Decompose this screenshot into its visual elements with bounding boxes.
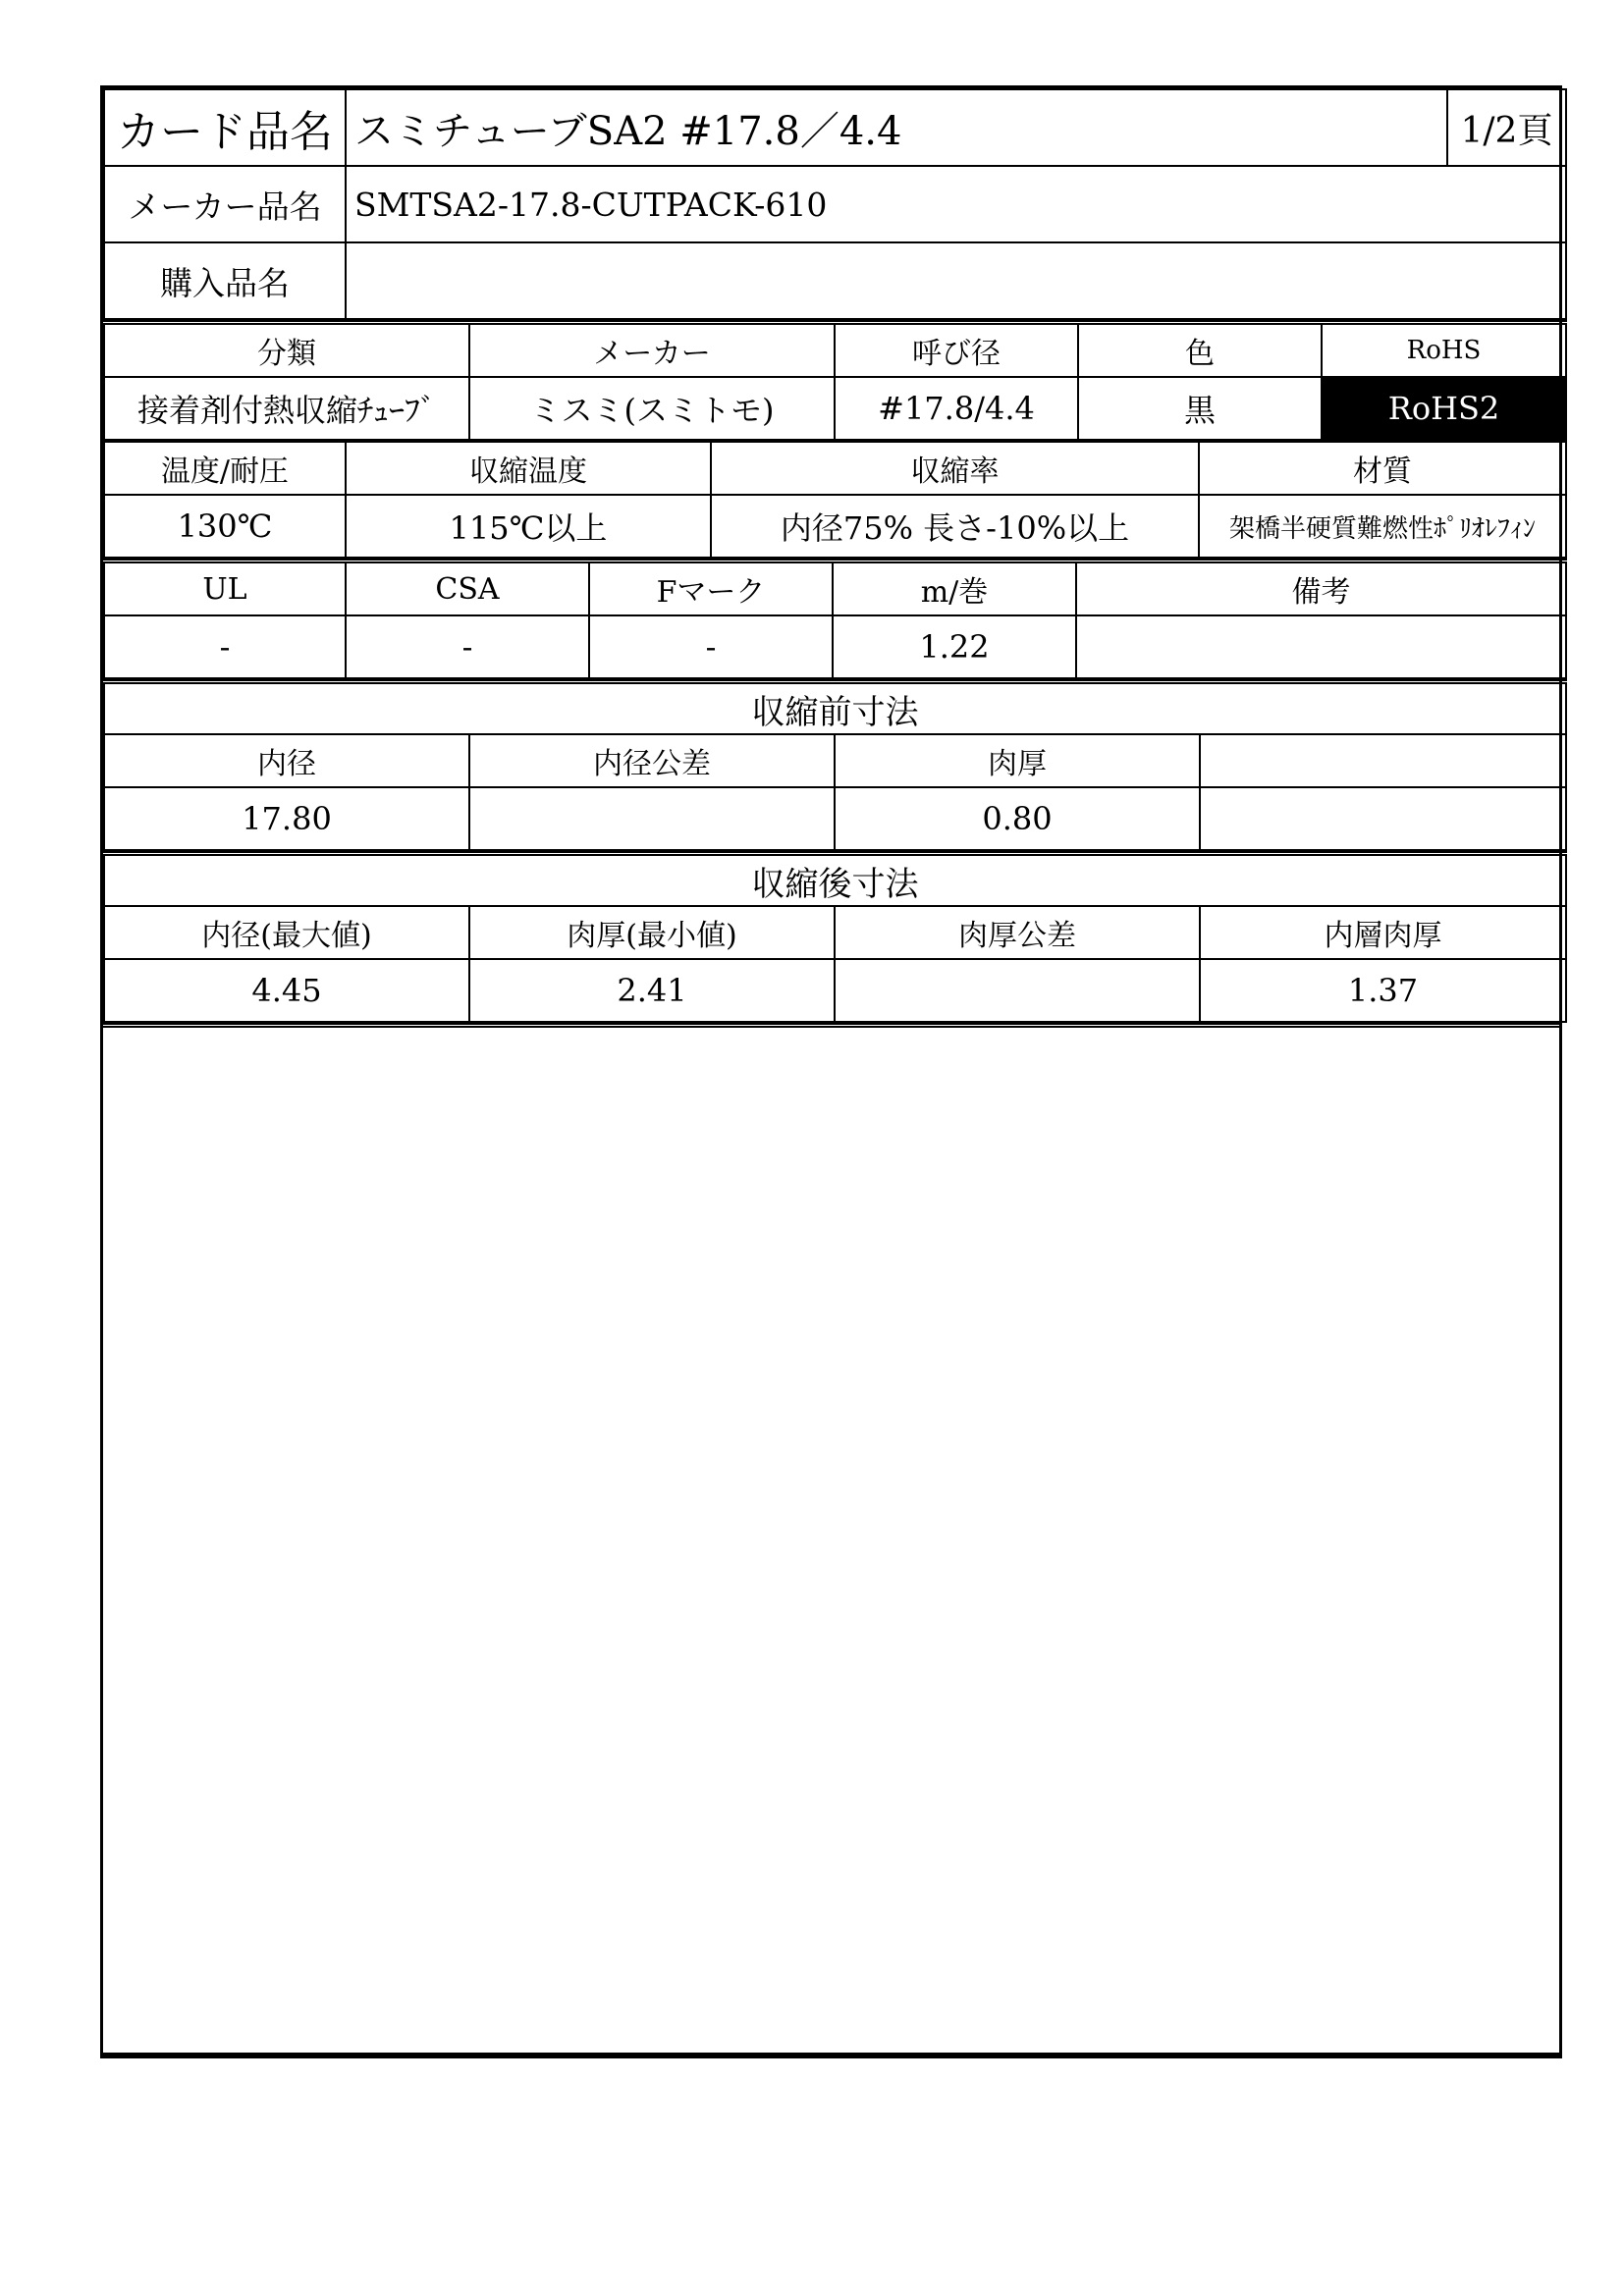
spec-table-1	[103, 320, 1567, 441]
remarks-value	[1076, 615, 1566, 678]
before-shrink-title: 収縮前寸法	[104, 682, 1566, 735]
maker-part-value: SMTSA2-17.8-CUTPACK-610	[346, 166, 1566, 242]
purchase-name-row	[104, 242, 1566, 319]
color-header: 色	[1078, 323, 1322, 378]
spec-table-2	[103, 441, 1567, 559]
spec1-value-row	[104, 377, 1566, 440]
before-inner-tolerance-value	[469, 787, 835, 850]
purchase-name-value	[346, 242, 1566, 319]
after-wall-tolerance-header: 肉厚公差	[835, 906, 1200, 959]
spec-sheet	[100, 85, 1562, 2058]
meter-per-roll-value: 1.22	[833, 615, 1076, 678]
nominal-size-header: 呼び径	[835, 323, 1078, 378]
after-header-row	[104, 906, 1566, 959]
before-blank-value	[1200, 787, 1566, 850]
after-wall-tolerance-value	[835, 959, 1200, 1022]
before-shrink-table	[103, 679, 1567, 851]
f-mark-header: Fマーク	[589, 561, 833, 616]
meter-per-roll-header: m/巻	[833, 561, 1076, 616]
spec2-value-row	[104, 495, 1566, 558]
ul-value: -	[104, 615, 346, 678]
maker-value: ミスミ(スミトモ)	[469, 377, 835, 440]
after-wall-thickness-min-value: 2.41	[469, 959, 835, 1022]
color-value: 黒	[1078, 377, 1322, 440]
rohs-header: RoHS	[1322, 323, 1566, 378]
before-wall-thickness-value: 0.80	[835, 787, 1200, 850]
maker-part-label: メーカー品名	[104, 166, 346, 242]
purchase-name-label: 購入品名	[104, 242, 346, 319]
shrink-temp-header: 収縮温度	[346, 442, 711, 495]
after-inner-diameter-max-header: 内径(最大値)	[104, 906, 469, 959]
after-inner-layer-thickness-header: 内層肉厚	[1200, 906, 1566, 959]
after-inner-diameter-max-value: 4.45	[104, 959, 469, 1022]
shrink-temp-value: 115℃以上	[346, 495, 711, 558]
nominal-size-value: #17.8/4.4	[835, 377, 1078, 440]
spec-table-3	[103, 559, 1567, 679]
after-shrink-title: 収縮後寸法	[104, 854, 1566, 907]
before-header-row	[104, 734, 1566, 787]
ul-header: UL	[104, 561, 346, 616]
bottom-rule	[100, 2053, 1562, 2056]
after-value-row	[104, 959, 1566, 1022]
before-title-row	[104, 682, 1566, 735]
csa-value: -	[346, 615, 589, 678]
before-blank-header	[1200, 734, 1566, 787]
before-value-row	[104, 787, 1566, 850]
shrink-ratio-value: 内径75% 長さ-10%以上	[711, 495, 1199, 558]
card-name-value: スミチューブSA2 #17.8／4.4	[346, 89, 1447, 166]
remarks-header: 備考	[1076, 561, 1566, 616]
after-wall-thickness-min-header: 肉厚(最小値)	[469, 906, 835, 959]
before-inner-diameter-value: 17.80	[104, 787, 469, 850]
spec3-value-row	[104, 615, 1566, 678]
rohs-value: RoHS2	[1322, 377, 1566, 440]
temp-voltage-header: 温度/耐圧	[104, 442, 346, 495]
spec3-header-row	[104, 561, 1566, 616]
after-shrink-table	[103, 851, 1567, 1023]
before-inner-diameter-header: 内径	[104, 734, 469, 787]
category-header: 分類	[104, 323, 469, 378]
maker-part-row	[104, 166, 1566, 242]
before-inner-tolerance-header: 内径公差	[469, 734, 835, 787]
shrink-ratio-header: 収縮率	[711, 442, 1199, 495]
drawing-area	[103, 1023, 1559, 2044]
f-mark-value: -	[589, 615, 833, 678]
category-value: 接着剤付熱収縮ﾁｭｰﾌﾞ	[104, 377, 469, 440]
before-wall-thickness-header: 肉厚	[835, 734, 1200, 787]
after-inner-layer-thickness-value: 1.37	[1200, 959, 1566, 1022]
material-header: 材質	[1199, 442, 1566, 495]
spec2-header-row	[104, 442, 1566, 495]
spec1-header-row	[104, 323, 1566, 378]
after-title-row	[104, 854, 1566, 907]
maker-header: メーカー	[469, 323, 835, 378]
card-name-row	[104, 89, 1566, 166]
card-name-label: カード品名	[104, 89, 346, 166]
header-table	[103, 88, 1567, 320]
material-value: 架橋半硬質難燃性ﾎﾟﾘｵﾚﾌｨﾝ	[1199, 495, 1566, 558]
csa-header: CSA	[346, 561, 589, 616]
temp-voltage-value: 130℃	[104, 495, 346, 558]
page-indicator: 1/2頁	[1447, 89, 1566, 166]
